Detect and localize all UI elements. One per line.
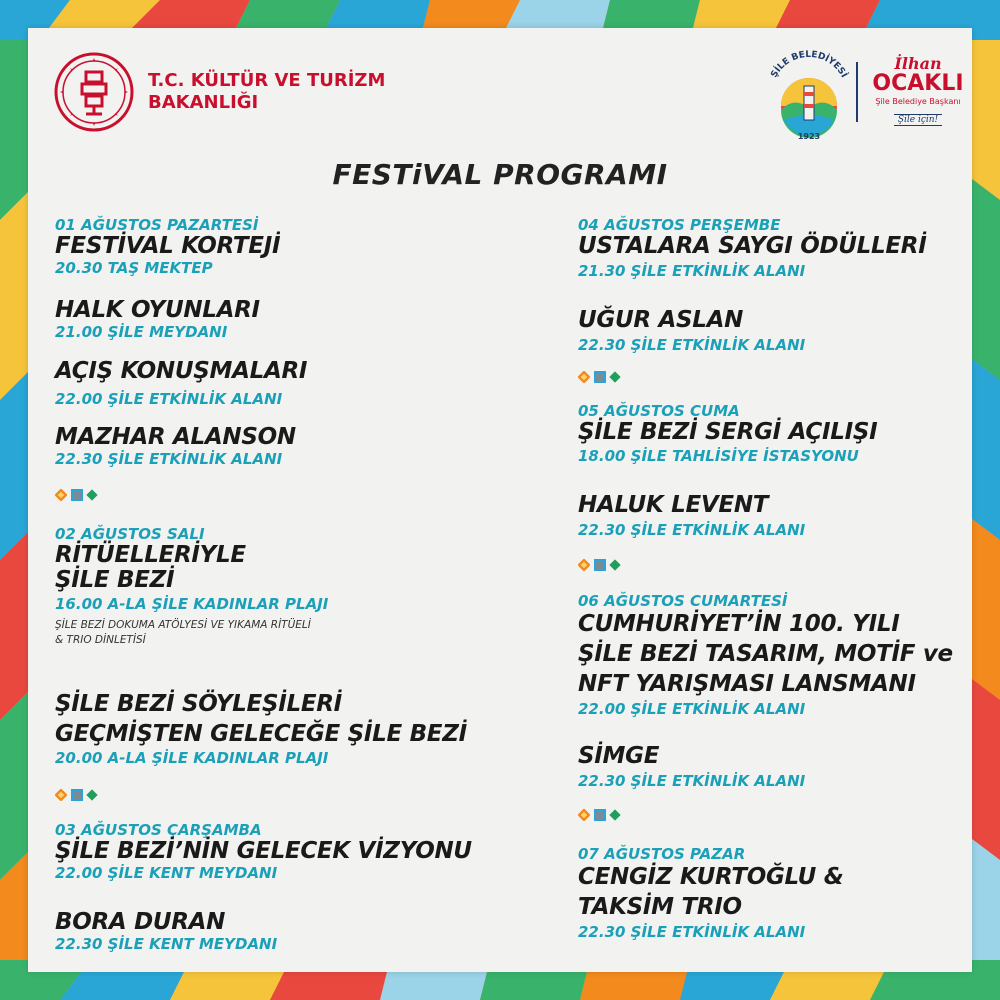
marker-row [55,488,505,502]
event-title: BORA DURAN [55,909,226,935]
event-note-line: & TRIO DİNLETİSİ [55,634,146,646]
day-block-05 [578,402,968,466]
municipality-arc-text: ŞİLE BELEDİYESİ [769,49,849,80]
orange-diamond-icon [577,808,590,821]
green-diamond-icon [609,371,620,382]
mayor-last-name: OCAKLI [872,71,964,96]
event-block [55,692,505,768]
event-title: FESTİVAL KORTEJİ [55,233,281,259]
svg-text:ŞİLE BELEDİYESİ [769,50,849,80]
event-title: ŞİLE BEZİ [55,567,175,593]
event-info: 22.30 ŞİLE ETKİNLİK ALANI [55,450,283,468]
event-info: 22.30 ŞİLE ETKİNLİK ALANI [578,923,806,941]
event-block [55,359,505,409]
page-title: FESTiVAL PROGRAMI [332,158,668,191]
orange-diamond-icon [54,788,67,801]
event-info: 22.30 ŞİLE KENT MEYDANI [55,935,278,953]
mayor-first-name: İlhan [894,54,942,73]
event-title: RİTÜELLERİYLE [55,542,246,568]
day-block-07 [578,845,968,942]
marker-row [578,370,968,384]
event-title: ŞİLE BEZİ SÖYLEŞİLERİ [55,691,342,717]
event-block [55,425,505,469]
orange-diamond-icon [577,558,590,571]
day-header: 06 AĞUSTOS CUMARTESİ [578,592,788,610]
mayor-title: Şile Belediye Başkanı [875,97,961,106]
event-info: 22.30 ŞİLE ETKİNLİK ALANI [578,336,806,354]
event-title: SİMGE [578,743,660,769]
event-info: 22.30 ŞİLE ETKİNLİK ALANI [578,521,806,539]
day-header: 07 AĞUSTOS PAZAR [578,845,746,863]
municipality-year: 1923 [797,132,821,140]
day-block-04 [578,216,968,281]
event-title: CUMHURİYET’İN 100. YILI [578,611,900,637]
marker-row [55,788,505,802]
event-info: 21.00 ŞİLE MEYDANI [55,323,228,341]
day-header: 03 AĞUSTOS ÇARŞAMBA [55,821,262,839]
event-title: HALK OYUNLARI [55,297,260,323]
event-title: TAKSİM TRIO [578,894,742,920]
day-header: 02 AĞUSTOS SALI [55,525,205,543]
event-block [55,910,505,954]
blue-square-icon [594,371,606,383]
blue-square-icon [71,489,83,501]
event-info: 16.00 A-LA ŞİLE KADINLAR PLAJI [55,595,329,613]
event-title: GEÇMİŞTEN GELECEĞE ŞİLE BEZİ [55,721,467,747]
green-diamond-icon [609,559,620,570]
event-info: 20.30 TAŞ MEKTEP [55,259,213,277]
ministry-logo [52,50,385,134]
event-title: ŞİLE BEZİ TASARIM, MOTİF ve [578,641,953,667]
event-info: 22.00 ŞİLE ETKİNLİK ALANI [578,700,806,718]
event-block [55,298,505,342]
day-header: 05 AĞUSTOS CUMA [578,402,740,420]
event-info: 21.30 ŞİLE ETKİNLİK ALANI [578,262,806,280]
event-info: 20.00 A-LA ŞİLE KADINLAR PLAJI [55,749,329,767]
day-block-01 [55,216,505,278]
event-title: HALUK LEVENT [578,492,769,518]
blue-square-icon [594,809,606,821]
day-block-02 [55,525,505,648]
event-title: USTALARA SAYGI ÖDÜLLERİ [578,233,927,259]
ministry-line-1: T.C. KÜLTÜR VE TURİZM [148,70,386,91]
event-block [578,308,968,355]
ministry-name [148,70,385,114]
event-info: 22.30 ŞİLE ETKİNLİK ALANI [578,772,806,790]
event-info: 22.00 ŞİLE KENT MEYDANI [55,864,278,882]
green-diamond-icon [609,809,620,820]
blue-square-icon [594,559,606,571]
event-title: MAZHAR ALANSON [55,424,296,450]
blue-square-icon [71,789,83,801]
event-info: 18.00 ŞİLE TAHLİSİYE İSTASYONU [578,447,859,465]
event-block [578,493,968,540]
mayor-slogan: Şile için! [894,114,942,126]
day-block-03 [55,821,505,883]
marker-row [578,558,968,572]
event-title: CENGİZ KURTOĞLU & [578,864,844,890]
day-header: 04 AĞUSTOS PERŞEMBE [578,216,781,234]
day-header: 01 AĞUSTOS PAZARTESİ [55,216,259,234]
orange-diamond-icon [54,488,67,501]
event-title: NFT YARIŞMASI LANSMANI [578,671,916,697]
mayor-logo [868,56,968,126]
logo-divider [856,62,858,122]
event-info: 22.00 ŞİLE ETKİNLİK ALANI [55,390,283,408]
green-diamond-icon [86,489,97,500]
event-title: ŞİLE BEZİ SERGİ AÇILIŞI [578,419,878,445]
event-title: ŞİLE BEZİ’NİN GELECEK VİZYONU [55,838,472,864]
event-title: UĞUR ASLAN [578,307,744,333]
green-diamond-icon [86,789,97,800]
event-note [55,618,505,648]
event-note-line: ŞİLE BEZİ DOKUMA ATÖLYESİ VE YIKAMA RİTÜELİ [55,619,311,631]
event-block [578,744,968,791]
event-title: AÇIŞ KONUŞMALARI [55,358,308,384]
marker-row [578,808,968,822]
ministry-line-2: BAKANLIĞI [148,92,259,113]
municipality-logo [764,48,854,140]
orange-diamond-icon [577,370,590,383]
day-block-06 [578,592,968,719]
ministry-emblem-icon [52,50,136,134]
